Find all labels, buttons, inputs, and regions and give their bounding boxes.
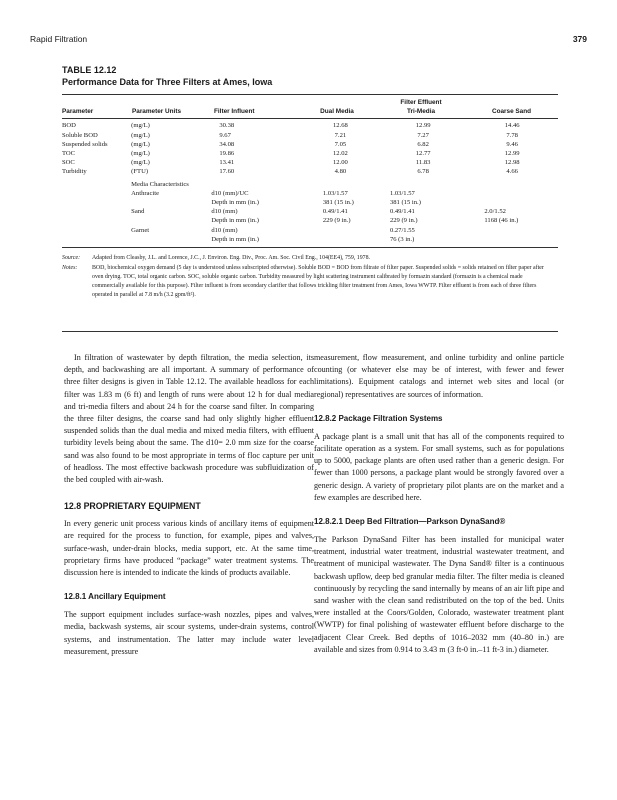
running-header [30, 34, 587, 50]
table-cell: SOC [62, 159, 75, 167]
table-top-rule [62, 94, 558, 95]
table-cell: (mg/L) [131, 159, 150, 167]
table-cell: 12.98 [504, 159, 520, 167]
table-row [62, 207, 558, 216]
table-cell [131, 216, 211, 225]
table-cell: 0.49/1.41 [322, 208, 348, 216]
table-cell: (FTU) [131, 168, 149, 176]
table-cell: 7.78 [506, 131, 518, 139]
table-cell: d10 (mm) [211, 208, 238, 216]
table-cell: Anthracite [131, 189, 159, 197]
table-cell: 7.27 [417, 131, 429, 139]
table-cell: (mg/L) [131, 122, 150, 130]
table-source [62, 254, 558, 263]
table-row [62, 158, 558, 167]
source-label: Source: [62, 255, 81, 262]
table-cell: 12.99 [504, 150, 520, 158]
table-cell: Suspended solids [62, 140, 108, 148]
table-cell: 19.86 [219, 150, 235, 158]
table-cell: 17.60 [219, 168, 235, 176]
table-cell: 12.68 [332, 122, 348, 130]
table-cell: Depth in mm (in.) [211, 235, 259, 243]
table-cell [466, 226, 558, 235]
table-cell: 34.08 [219, 140, 235, 148]
col-header-units: Parameter Units [132, 108, 182, 116]
table-title: Performance Data for Three Filters at Ames, Iowa [62, 77, 273, 87]
table-closing-rule [62, 331, 558, 332]
table-label: TABLE 12.12 [62, 65, 117, 75]
table-cell: 1168 (46 in.) [484, 217, 519, 225]
section-heading-12-8-2: 12.8.2 Package Filtration Systems [314, 413, 443, 423]
running-head-title: Rapid Filtration [30, 34, 88, 44]
table-cell [301, 235, 380, 244]
table-cell: 0.27/1.55 [389, 226, 415, 234]
section-heading-12-8-1: 12.8.1 Ancillary Equipment [64, 592, 166, 602]
table-row [62, 140, 558, 149]
col-header-influent: Filter Influent [214, 108, 255, 116]
table-cell: 9.67 [219, 131, 231, 139]
table-cell [466, 235, 558, 244]
table-notes [62, 264, 558, 300]
table-cell: 12.00 [332, 159, 348, 167]
table-cell [131, 198, 211, 207]
table-cell [301, 226, 380, 235]
col-header-dual-media: Dual Media [320, 108, 354, 116]
table-cell: (mg/L) [131, 150, 150, 158]
table-cell: TOC [62, 150, 76, 158]
table-cell: (mg/L) [131, 131, 150, 139]
table-row [62, 167, 558, 176]
paragraph: In every generic unit process various kinds of ancillary items of equipment are required for the process to function, for example, pipes and valves, surface-wash, under-drain blocks, media support, etc. At the same time, proprietary firms have produced “package” water treatment systems. The discussion here is intended to indicate the kinds of products available. [64, 519, 314, 578]
col-header-parameter: Parameter [62, 108, 94, 116]
table-cell: 229 (9 in.) [389, 217, 418, 225]
table-cell: Garnet [131, 226, 150, 234]
col-header-tri-media: Tri-Media [406, 108, 436, 116]
table-header-rule [62, 118, 558, 119]
table-cell: 1.03/1.57 [389, 189, 415, 197]
table-cell: 11.83 [415, 159, 431, 167]
table-cell: 30.38 [219, 122, 235, 130]
table-cell: 7.05 [334, 140, 347, 148]
table-cell: 12.99 [415, 122, 431, 130]
section-heading-12-8-2-1: 12.8.2.1 Deep Bed Filtration—Parkson DynaSand® [314, 517, 506, 527]
section-heading-12-8: 12.8 PROPRIETARY EQUIPMENT [64, 501, 201, 512]
paragraph: In filtration of wastewater by depth filtration, the media selection, its depth, and backwashing are all important. A summary of performance of three filter designs is given in Table 12.12. The available headloss for each filter was 1.83 m (6 ft) and length of runs were about 12 h for dual media and tri-media filters and about 24 h for the coarse sand filter. In comparing the three filter designs, the coarse sand had only slightly higher effluent suspended solids than the dual media and mixed media filters, with effluent turbidity levels being about the same. The d10= 2.0 mm size for the coarse sand was also found to be most appropriate in terms of floc capture per unit of headloss. The most effective backwash procedure was subfluidization of the bed coupled with air-wash. [64, 353, 314, 485]
table-cell: Depth in mm (in.) [211, 217, 259, 225]
filter-effluent-group-header: Filter Effluent [400, 99, 442, 106]
table-cell: d10 (mm)/UC [211, 189, 249, 197]
table-cell: Sand [131, 208, 145, 216]
table-cell: 2.0/1.52 [484, 208, 506, 216]
table-cell: d10 (mm) [211, 226, 238, 234]
notes-label: Notes: [62, 265, 78, 272]
table-cell: Depth in mm (in.) [211, 199, 259, 207]
table-row [62, 216, 558, 225]
table-cell: 1.03/1.57 [322, 189, 348, 197]
table-cell [131, 235, 211, 244]
table-cell: 4.66 [506, 168, 518, 176]
table-cell: 7.21 [334, 131, 347, 139]
table-cell: 381 (15 in.) [322, 199, 354, 207]
table-cell: (mg/L) [131, 140, 150, 148]
table-cell: 12.02 [332, 150, 348, 158]
table-cell: 0.49/1.41 [389, 208, 415, 216]
performance-table [62, 98, 558, 116]
col-header-coarse-sand: Coarse Sand [491, 108, 532, 116]
table-cell: 6.78 [417, 168, 429, 176]
paragraph: A package plant is a small unit that has all of the components required to facilitate operation as a system. For small systems, such as for populations up to 5000, package plants are often used rather than a generic design. For fewer than 1000 persons, a package plant would be strongly favored over a generic design. A variety of proprietary pilot plants are on the market and a few examples are described here. [314, 431, 564, 502]
table-bottom-rule [62, 247, 558, 248]
paragraph: The Parkson DynaSand Filter has been installed for municipal water treatment, industrial water treatment, industrial wastewater treatment, and treatment of municipal wastewater. The Dyna Sand® filter is a continuous backwash upflow, deep bed granular media filter. The filter media is cleaned continuously by recycling the sand internally by means of an air lift pipe and sand washer with the clean sand redistributed on the top of the bed. Units were installed at the Coors/Golden, Colorado, wastewater treatment plant (WWTP) for final polishing of wastewater effluent before discharge to the adjacent Clear Creek. Bed depths of 1016–2032 mm (40–80 in.) are available and sizes from 0.914 to 3.43 m (3 ft-0 in.–11 ft-3 in.) diameter. [314, 535, 564, 654]
table-cell: 14.46 [504, 122, 520, 130]
media-heading-row [62, 177, 558, 189]
table-cell: 13.41 [219, 159, 235, 167]
paragraph: measurement, flow measurement, and online turbidity and online particle counting (or whatever else may be of interest, with fewer and fewer limitations). Equipment catalogs and internet web sites and local (or regional) representatives are sources of information. [314, 353, 564, 399]
table-cell [466, 198, 558, 207]
media-characteristics-heading: Media Characteristics [131, 180, 189, 188]
table-cell: 76 (3 in.) [389, 235, 415, 243]
table-row [62, 131, 558, 140]
table-cell: 4.80 [334, 168, 347, 176]
table-cell: 6.82 [417, 140, 429, 148]
table-cell: 381 (15 in.) [389, 199, 421, 207]
performance-table-body [62, 121, 558, 244]
page-number: 379 [572, 34, 587, 44]
table-cell: 229 (9 in.) [322, 217, 351, 225]
table-cell: BOD [62, 122, 76, 130]
table-cell: Turbidity [62, 168, 87, 176]
source-text: Adapted from Cleasby, J.L. and Lorence, J.C., J. Environ. Eng. Div., Proc. Am. Soc. Civil Eng., 104(EE4), 759, 1978. [92, 255, 371, 262]
table-row [62, 189, 558, 198]
table-12-12 [62, 64, 558, 300]
table-cell: 9.46 [506, 140, 518, 148]
table-row [62, 149, 558, 158]
left-column [64, 352, 314, 658]
paragraph: The support equipment includes surface-wash nozzles, pipes and valves, media, backwash systems, air scour systems, under-drain systems, control systems, and instrumentation. The latter may include water level measurement, pressure [64, 610, 314, 656]
table-cell: Soluble BOD [62, 131, 98, 139]
table-cell: 12.77 [415, 150, 431, 158]
right-column [314, 352, 564, 656]
table-cell [466, 189, 558, 198]
notes-text: BOD, biochemical oxygen demand (5 day is understood unless subscripted otherwise). Soluble BOD = BOD from filtrate of filter paper. Suspended solids = solids retained on filter paper after oven drying. TOC, total organic carbon. SOC, soluble organic carbon. Turbidity measured by light scattering instrument calibrated by formazin standard (formazin is a chemical made commercially available for this purpose). Filter influent is from secondary clarifier that follows trickling filter treatment from Ames, Iowa WWTP. Filter effluent is from each of three filters operated in parallel at 7.8 m/h (3.2 gpm/ft²). [92, 265, 544, 299]
table-row [62, 121, 558, 130]
table-row [62, 226, 558, 235]
table-row [62, 198, 558, 207]
table-row [62, 235, 558, 244]
